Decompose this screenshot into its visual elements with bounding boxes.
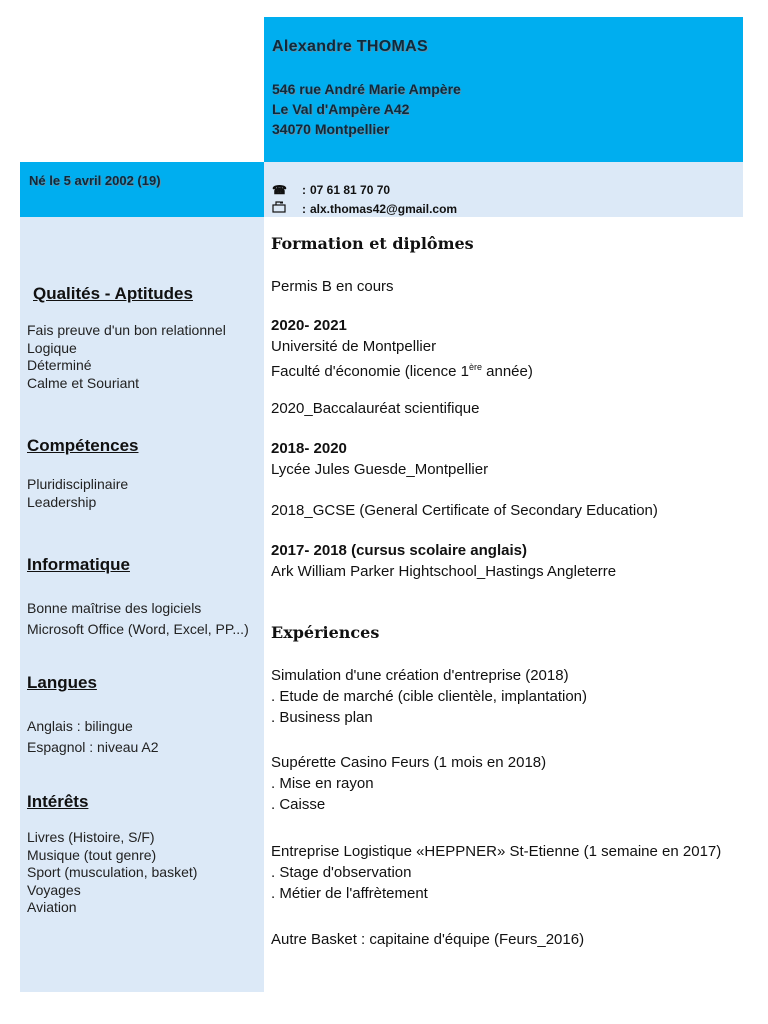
address-line-3: 34070 Montpellier — [272, 121, 390, 137]
list-item: Aviation — [27, 899, 77, 915]
birth-band — [20, 162, 264, 217]
permis: Permis B en cours — [271, 278, 394, 295]
experience-title: Entreprise Logistique «HEPPNER» St-Etienne (1 semaine en 2017) — [271, 843, 722, 860]
entry-years: 2018- 2020 — [271, 440, 347, 457]
list-item: Microsoft Office (Word, Excel, PP...) — [27, 621, 249, 637]
list-item: Bonne maîtrise des logiciels — [27, 600, 202, 616]
list-item: . Business plan — [271, 709, 373, 726]
entry-line: Lycée Jules Guesde_Montpellier — [271, 461, 489, 478]
address-line-2: Le Val d'Ampère A42 — [272, 101, 410, 117]
experience-1 — [271, 665, 587, 728]
entry-line: Ark William Parker Hightschool_Hastings Angleterre — [271, 563, 617, 580]
formation-heading: Formation et diplômes — [271, 234, 474, 253]
experiences-heading: Expériences — [271, 623, 380, 642]
list-item: Fais preuve d'un bon relationnel — [27, 322, 226, 338]
entry-years: 2020- 2021 — [271, 317, 347, 334]
qualites-heading: Qualités - Aptitudes — [33, 284, 193, 303]
candidate-name: Alexandre THOMAS — [272, 38, 428, 55]
list-item: Leadership — [27, 493, 97, 510]
interets-heading: Intérêts — [27, 792, 89, 811]
list-item: . Etude de marché (cible clientèle, implantation) — [271, 688, 587, 705]
competences-heading: Compétences — [27, 436, 139, 455]
address-line-1: 546 rue André Marie Ampère — [272, 81, 461, 97]
informatique-heading: Informatique — [27, 555, 130, 574]
list-item: Pluridisciplinaire — [27, 476, 129, 492]
qualites-list — [27, 322, 226, 392]
experience-3 — [271, 841, 721, 904]
list-item: Déterminé — [27, 357, 92, 373]
email-separator: : — [302, 201, 306, 216]
phone-separator: : — [302, 183, 306, 197]
email-line — [272, 201, 457, 216]
list-item: . Stage d'observation — [271, 864, 412, 881]
autre-text: Basket : capitaine d'équipe (Feurs_2016) — [306, 931, 585, 948]
informatique-list — [27, 598, 249, 640]
interets-list — [27, 829, 197, 917]
list-item: . Caisse — [271, 796, 326, 813]
birth-date: Né le 5 avril 2002 (19) — [29, 173, 161, 188]
bac: 2020_Baccalauréat scientifique — [271, 400, 480, 417]
list-item: Logique — [27, 339, 77, 356]
list-item: . Mise en rayon — [271, 775, 374, 792]
autre-line — [271, 929, 584, 950]
experience-title: Simulation d'une création d'entreprise (2018) — [271, 667, 569, 684]
phone-number[interactable]: 07 61 81 70 70 — [310, 183, 391, 197]
experience-2 — [271, 752, 546, 815]
telephone-icon: ☎ — [272, 183, 287, 197]
formation-entry-2 — [271, 438, 488, 480]
autre-label: Autre — [271, 931, 307, 948]
langues-heading: Langues — [27, 673, 97, 692]
list-item: Anglais : bilingue — [27, 718, 133, 734]
list-item: Livres (Histoire, S/F) — [27, 829, 155, 845]
list-item: Espagnol : niveau A2 — [27, 739, 159, 755]
mailbox-icon — [272, 201, 294, 216]
competences-list — [27, 476, 128, 511]
email-address[interactable]: alx.thomas42@gmail.com — [310, 201, 458, 216]
gcse: 2018_GCSE (General Certificate of Secondary Education) — [271, 502, 658, 519]
formation-entry-3 — [271, 540, 616, 582]
list-item: Musique (tout genre) — [27, 846, 157, 863]
langues-list — [27, 716, 159, 758]
entry-years: 2017- 2018 (cursus scolaire anglais) — [271, 542, 527, 559]
formation-entry-1 — [271, 315, 533, 382]
list-item: . Métier de l'affrètement — [271, 885, 428, 902]
entry-line: Université de Montpellier — [271, 338, 437, 355]
list-item: Sport (musculation, basket) — [27, 864, 198, 880]
list-item: Calme et Souriant — [27, 374, 140, 391]
phone-line — [272, 183, 390, 197]
list-item: Voyages — [27, 881, 81, 898]
entry-line: Faculté d'économie (licence 1ère année) — [271, 362, 533, 380]
experience-title: Supérette Casino Feurs (1 mois en 2018) — [271, 754, 547, 771]
